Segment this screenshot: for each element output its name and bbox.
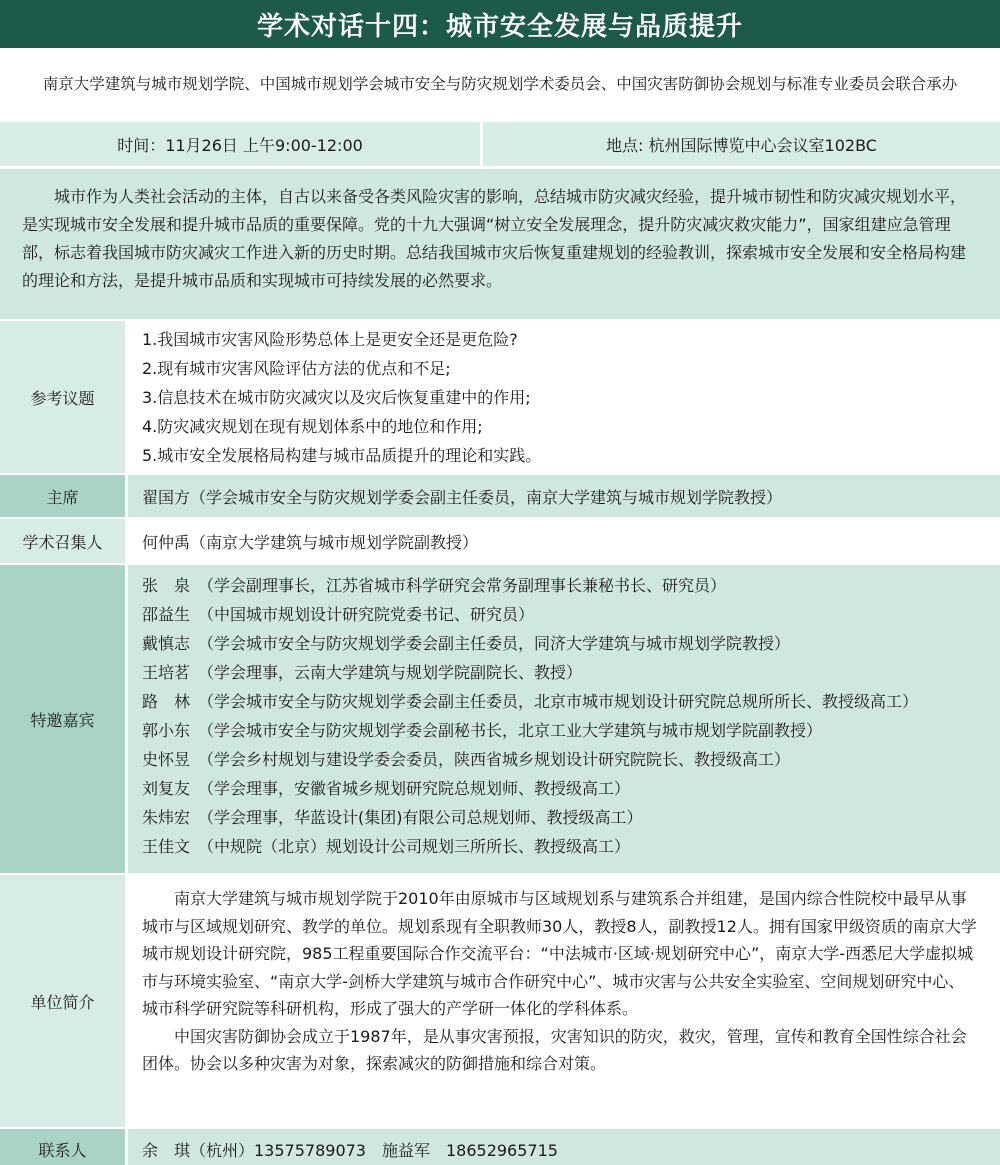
guest-desc: （学会城市安全与防灾规划学委会副主任委员，同济大学建筑与城市规划学院教授）	[198, 634, 791, 653]
guest-name: 张 泉	[142, 576, 191, 595]
guest-name: 史怀昱	[142, 750, 191, 769]
guest-item	[142, 803, 986, 832]
contact-value: 余 琪（杭州）13575789073 施益军 18652965715	[142, 1140, 558, 1160]
topic-item: 2.现有城市灾害风险评估方法的优点和不足;	[142, 359, 451, 378]
intro-paragraph: 城市作为人类社会活动的主体，自古以来备受各类风险灾害的影响，总结城市防灾减灾经验，提升城市韧性和防灾减灾规划水平，是实现城市安全发展和提升城市品质的重要保障。党的十九大强调“树立安全发展理念，提升防灾减灾救灾能力”，国家组建应急管理部，标志着我国城市防灾减灾工作进入新的历史时期。总结我国城市灾后恢复重建规划的经验教训，探索城市安全发展和安全格局构建的理论和方法，是提升城市品质和实现城市可持续发展的必然要求。	[0, 169, 1000, 319]
guest-name: 王培茗	[142, 663, 191, 682]
contact-row	[0, 1127, 1000, 1165]
guest-desc: （学会理事，华蓝设计(集团)有限公司总规划师、教授级高工）	[198, 808, 643, 827]
guest-desc: （学会乡村规划与建设学委会委员，陕西省城乡规划设计研究院院长、教授级高工）	[198, 750, 791, 769]
guest-desc: （中规院（北京）规划设计公司规划三所所长、教授级高工）	[198, 837, 631, 856]
time-location-row	[0, 122, 1000, 166]
guests-row	[0, 563, 1000, 873]
topics-row	[0, 319, 1000, 473]
unit-paragraph: 中国灾害防御协会成立于1987年，是从事灾害预报，灾害知识的防灾，救灾，管理，宣传和教育全国性综合社会团体。协会以多种灾害为对象，探索减灾的防御措施和综合对策。	[142, 1026, 967, 1073]
guest-item	[142, 745, 986, 774]
guest-item	[142, 629, 986, 658]
guest-name: 戴慎志	[142, 634, 191, 653]
guest-item	[142, 687, 986, 716]
guest-item	[142, 600, 986, 629]
guest-item	[142, 832, 986, 861]
guest-item	[142, 571, 986, 600]
topics-list	[128, 321, 1000, 473]
guest-name: 刘复友	[142, 779, 191, 798]
guest-desc: （学会城市安全与防灾规划学委会副主任委员，北京市城市规划设计研究院总规所所长、教授级高工）	[198, 692, 919, 711]
topics-label: 参考议题	[0, 321, 128, 473]
topic-item: 1.我国城市灾害风险形势总体上是更安全还是更危险?	[142, 330, 518, 349]
convener-label: 学术召集人	[0, 519, 128, 563]
guest-name: 邵益生	[142, 605, 191, 624]
contact-label: 联系人	[0, 1129, 128, 1165]
session-location: 地点: 杭州国际博览中心会议室102BC	[483, 122, 1000, 166]
convener-row	[0, 517, 1000, 563]
topic-item: 3.信息技术在城市防灾减灾以及灾后恢复重建中的作用;	[142, 388, 531, 407]
guest-desc: （学会副理事长，江苏省城市科学研究会常务副理事长兼秘书长、研究员）	[198, 576, 727, 595]
guests-list	[128, 565, 1000, 873]
guest-desc: （学会城市安全与防灾规划学委会副秘书长，北京工业大学建筑与城市规划学院副教授）	[198, 721, 823, 740]
chair-label: 主席	[0, 475, 128, 517]
unit-paragraph: 南京大学建筑与城市规划学院于2010年由原城市与区域规划系与建筑系合并组建，是国内综合性院校中最早从事城市与区域规划研究、教学的单位。规划系现有全职教师30人，教授8人，副教授12人。拥有国家甲级资质的南京大学城市规划设计研究院，985工程重要国际合作交流平台：“中法城市·区域·规划研究中心”，南京大学-西悉尼大学虚拟城市与环境实验室、“南京大学-剑桥大学建筑与城市合作研究中心”、城市灾害与公共安全实验室、空间规划研究中心、城市科学研究院等科研机构，形成了强大的产学研一体化的学科体系。	[142, 889, 977, 1018]
chair-row	[0, 473, 1000, 517]
guest-name: 路 林	[142, 692, 191, 711]
unit-text	[128, 875, 1000, 1127]
unit-label: 单位简介	[0, 875, 128, 1127]
unit-intro-row	[0, 873, 1000, 1127]
topic-item: 5.城市安全发展格局构建与城市品质提升的理论和实践。	[142, 446, 542, 465]
guest-item	[142, 716, 986, 745]
guest-desc: （学会理事，安徽省城乡规划研究院总规划师、教授级高工）	[198, 779, 631, 798]
convener-text: 何仲禹（南京大学建筑与城市规划学院副教授）	[128, 519, 1000, 563]
topic-item: 4.防灾减灾规划在现有规划体系中的地位和作用;	[142, 417, 483, 436]
guests-label: 特邀嘉宾	[0, 565, 128, 873]
organizers-line: 南京大学建筑与城市规划学院、中国城市规划学会城市安全与防灾规划学术委员会、中国灾害防御协会规划与标准专业委员会联合承办	[0, 48, 1000, 122]
session-time: 时间：11月26日 上午9:00-12:00	[0, 122, 480, 166]
page-title: 学术对话十四：城市安全发展与品质提升	[0, 0, 1000, 48]
contact-text	[128, 1129, 1000, 1165]
guest-name: 王佳文	[142, 837, 191, 856]
guest-item	[142, 774, 986, 803]
guest-desc: （中国城市规划设计研究院党委书记、研究员）	[198, 605, 535, 624]
guest-name: 朱炜宏	[142, 808, 191, 827]
guest-name: 郭小东	[142, 721, 191, 740]
guest-item	[142, 658, 986, 687]
chair-text: 翟国方（学会城市安全与防灾规划学委会副主任委员，南京大学建筑与城市规划学院教授）	[128, 475, 1000, 517]
guest-desc: （学会理事，云南大学建筑与规划学院副院长、教授）	[198, 663, 583, 682]
